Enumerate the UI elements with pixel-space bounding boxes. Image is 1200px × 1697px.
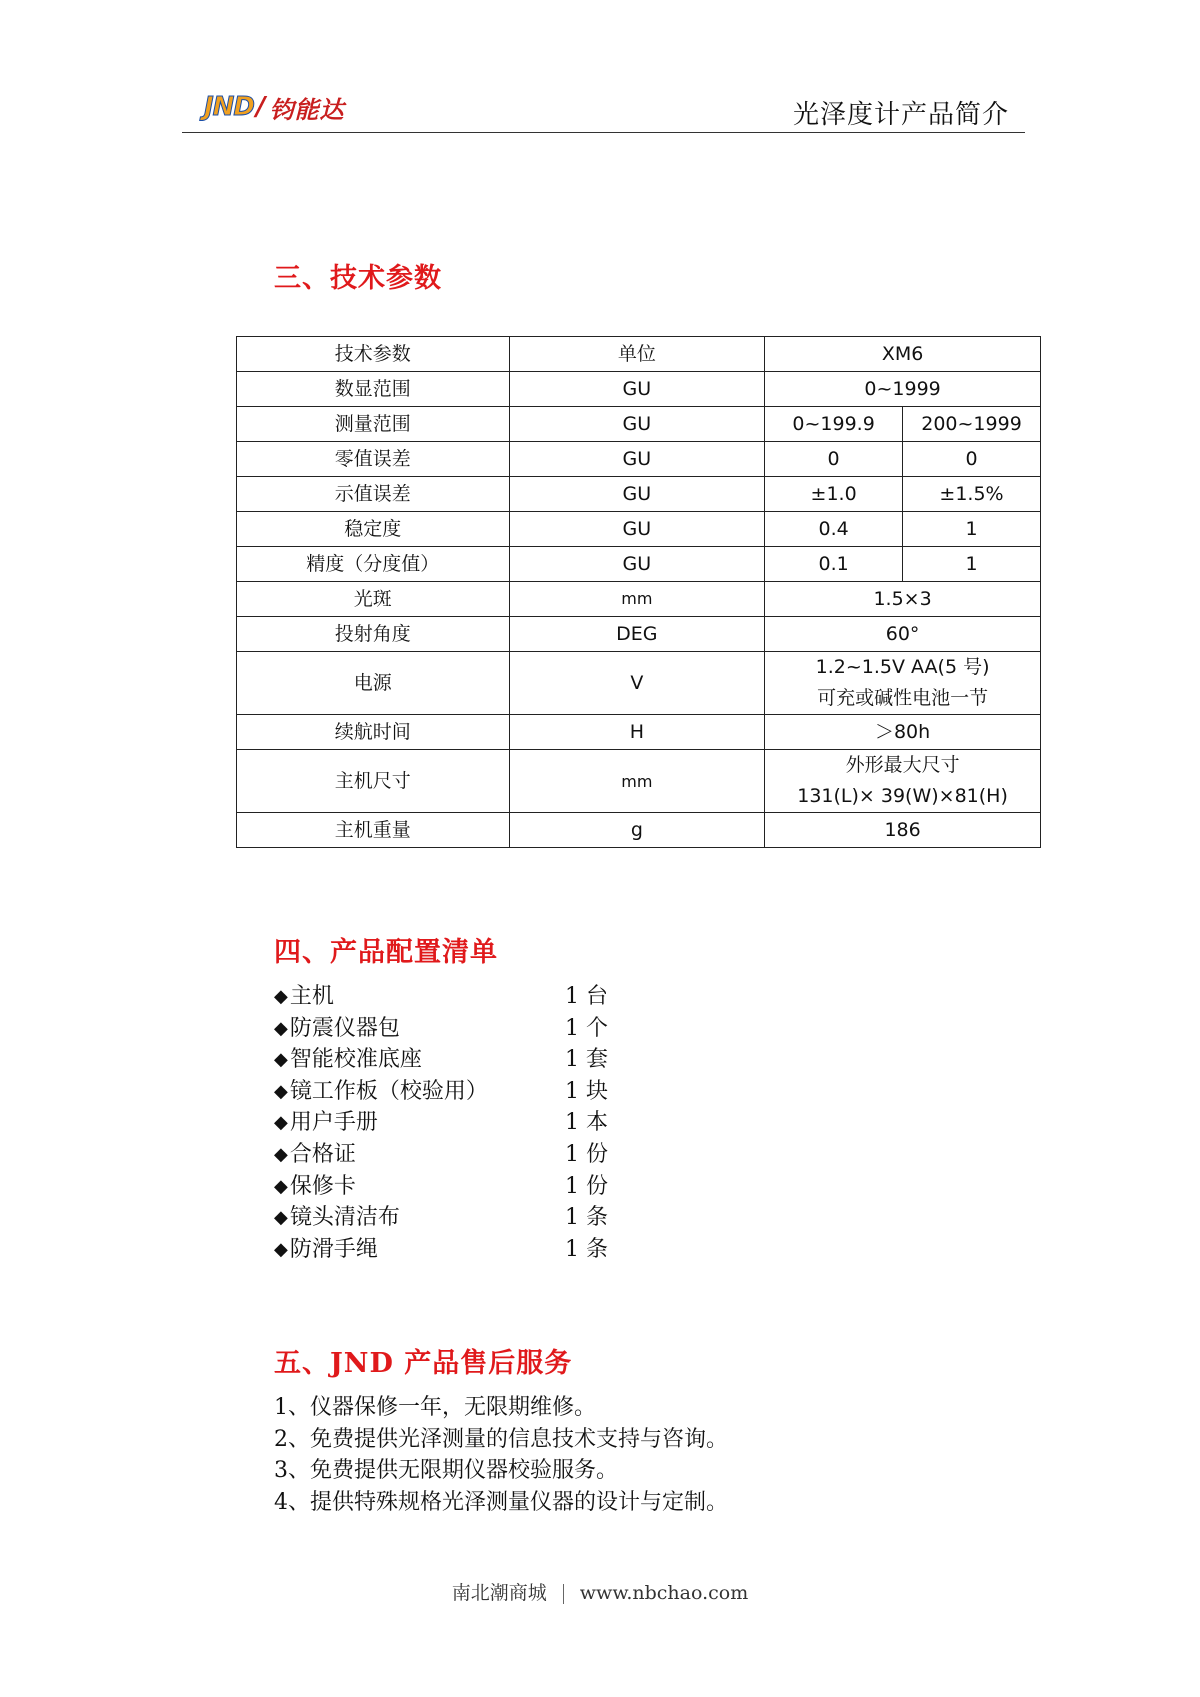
param-cell: 示值误差 [237, 477, 510, 512]
service-item: 4、提供特殊规格光泽测量仪器的设计与定制。 [274, 1489, 728, 1515]
diamond-bullet-icon: ◆ [274, 1049, 288, 1071]
value-line-2: 131(L)× 39(W)×81(H) [797, 785, 1008, 807]
header-cell-unit: 单位 [509, 337, 765, 372]
unit-cell: g [509, 813, 765, 848]
item-name: 合格证 [289, 1141, 356, 1167]
unit-cell: H [509, 715, 765, 750]
table-row [237, 372, 1041, 407]
diamond-bullet-icon: ◆ [274, 1175, 288, 1197]
config-list [274, 981, 608, 1265]
table-row [237, 442, 1041, 477]
diamond-bullet-icon: ◆ [274, 986, 288, 1007]
list-item [274, 1076, 608, 1108]
diamond-bullet-icon: ◆ [274, 1238, 288, 1260]
item-name: 防滑手绳 [289, 1236, 378, 1262]
service-item: 2、免费提供光泽测量的信息技术支持与咨询。 [274, 1426, 728, 1452]
unit-cell: mm [509, 750, 765, 813]
item-name: 智能校准底座 [289, 1047, 422, 1073]
value-cell [765, 652, 1041, 715]
value-cell: 1.5×3 [765, 582, 1041, 617]
param-cell: 投射角度 [237, 617, 510, 652]
list-item [274, 1139, 608, 1171]
section-title-tech-params: 三、技术参数 [274, 263, 442, 294]
unit-cell: GU [509, 512, 765, 547]
item-quantity: 1 本 [565, 1110, 608, 1136]
unit-cell: GU [509, 477, 765, 512]
header-cell-model: XM6 [765, 337, 1041, 372]
value-cell [765, 750, 1041, 813]
value-cell-high: 200~1999 [903, 407, 1041, 442]
item-quantity: 1 台 [565, 984, 608, 1009]
footer-site-name: 南北潮商城 [451, 1582, 547, 1604]
value-cell: 186 [765, 813, 1041, 848]
value-cell-low: 0~199.9 [765, 407, 903, 442]
item-quantity: 1 条 [565, 1205, 608, 1231]
item-quantity: 1 个 [565, 1015, 608, 1041]
value-line-2: 可充或碱性电池一节 [817, 687, 989, 709]
value-cell-high: 1 [903, 512, 1041, 547]
value-cell-high: ±1.5% [903, 477, 1041, 512]
value-cell-low: 0.1 [765, 547, 903, 582]
value-cell-low: 0 [765, 442, 903, 477]
table-row [237, 477, 1041, 512]
value-cell: 60° [765, 617, 1041, 652]
page-footer [0, 1578, 1200, 1605]
param-cell: 续航时间 [237, 715, 510, 750]
list-item [274, 1107, 608, 1139]
logo-latin-text: JND [204, 92, 255, 122]
table-row [237, 813, 1041, 848]
param-cell: 测量范围 [237, 407, 510, 442]
value-line-1: 外形最大尺寸 [845, 754, 960, 776]
value-cell-low: ±1.0 [765, 477, 903, 512]
value-cell-low: 0.4 [765, 512, 903, 547]
value-cell-high: 1 [903, 547, 1041, 582]
table-row [237, 617, 1041, 652]
unit-cell: GU [509, 372, 765, 407]
list-item [274, 1044, 608, 1076]
service-item: 1、仪器保修一年，无限期维修。 [274, 1395, 596, 1420]
value-cell: ＞80h [765, 715, 1041, 750]
diamond-bullet-icon: ◆ [274, 1017, 288, 1039]
unit-cell: GU [509, 407, 765, 442]
item-quantity: 1 套 [565, 1047, 608, 1073]
service-list [274, 1392, 728, 1518]
table-row [237, 715, 1041, 750]
value-line-1: 1.2~1.5V AA(5 号) [815, 656, 990, 678]
service-item: 3、免费提供无限期仪器校验服务。 [274, 1458, 618, 1484]
param-cell: 主机重量 [237, 813, 510, 848]
table-row [237, 750, 1041, 813]
param-cell: 数显范围 [237, 372, 510, 407]
table-header-row [237, 337, 1041, 372]
spec-table [236, 336, 1041, 848]
item-name: 保修卡 [289, 1173, 356, 1199]
param-cell: 稳定度 [237, 512, 510, 547]
diamond-bullet-icon: ◆ [274, 1080, 288, 1102]
param-cell: 零值误差 [237, 442, 510, 477]
unit-cell: DEG [509, 617, 765, 652]
diamond-bullet-icon: ◆ [274, 1207, 288, 1229]
item-quantity: 1 份 [565, 1141, 608, 1167]
item-name: 主机 [289, 984, 334, 1009]
page-header [182, 88, 1025, 133]
item-quantity: 1 条 [565, 1236, 608, 1262]
param-cell: 精度（分度值） [237, 547, 510, 582]
param-cell: 光斑 [237, 582, 510, 617]
list-item [274, 1234, 608, 1266]
table-row [237, 407, 1041, 442]
section-title-config-list: 四、产品配置清单 [274, 937, 498, 968]
list-item [274, 1013, 608, 1045]
list-item [274, 981, 608, 1013]
footer-url[interactable]: www.nbchao.com [579, 1582, 749, 1604]
diamond-bullet-icon: ◆ [274, 1143, 288, 1165]
unit-cell: V [509, 652, 765, 715]
item-quantity: 1 块 [565, 1078, 608, 1104]
param-cell: 主机尺寸 [237, 750, 510, 813]
item-name: 用户手册 [289, 1110, 378, 1136]
item-name: 防震仪器包 [289, 1015, 400, 1041]
document-title: 光泽度计产品简介 [792, 100, 1009, 130]
table-row [237, 512, 1041, 547]
item-quantity: 1 份 [565, 1173, 608, 1199]
logo-chinese-text: 钧能达 [269, 94, 345, 124]
list-item [274, 1171, 608, 1203]
section-title-after-sales: 五、JND 产品售后服务 [274, 1348, 573, 1379]
value-cell-high: 0 [903, 442, 1041, 477]
param-cell: 电源 [237, 652, 510, 715]
table-row [237, 547, 1041, 582]
table-row [237, 652, 1041, 715]
footer-divider [563, 1584, 564, 1604]
item-name: 镜工作板（校验用） [289, 1078, 488, 1104]
unit-cell: GU [509, 442, 765, 477]
jnd-logo [204, 92, 345, 122]
value-cell: 0~1999 [765, 372, 1041, 407]
unit-cell: mm [509, 582, 765, 617]
table-row [237, 582, 1041, 617]
header-cell-param: 技术参数 [237, 337, 510, 372]
unit-cell: GU [509, 547, 765, 582]
item-name: 镜头清洁布 [289, 1205, 400, 1231]
logo-slash: / [256, 92, 266, 122]
diamond-bullet-icon: ◆ [274, 1112, 288, 1134]
list-item [274, 1202, 608, 1234]
